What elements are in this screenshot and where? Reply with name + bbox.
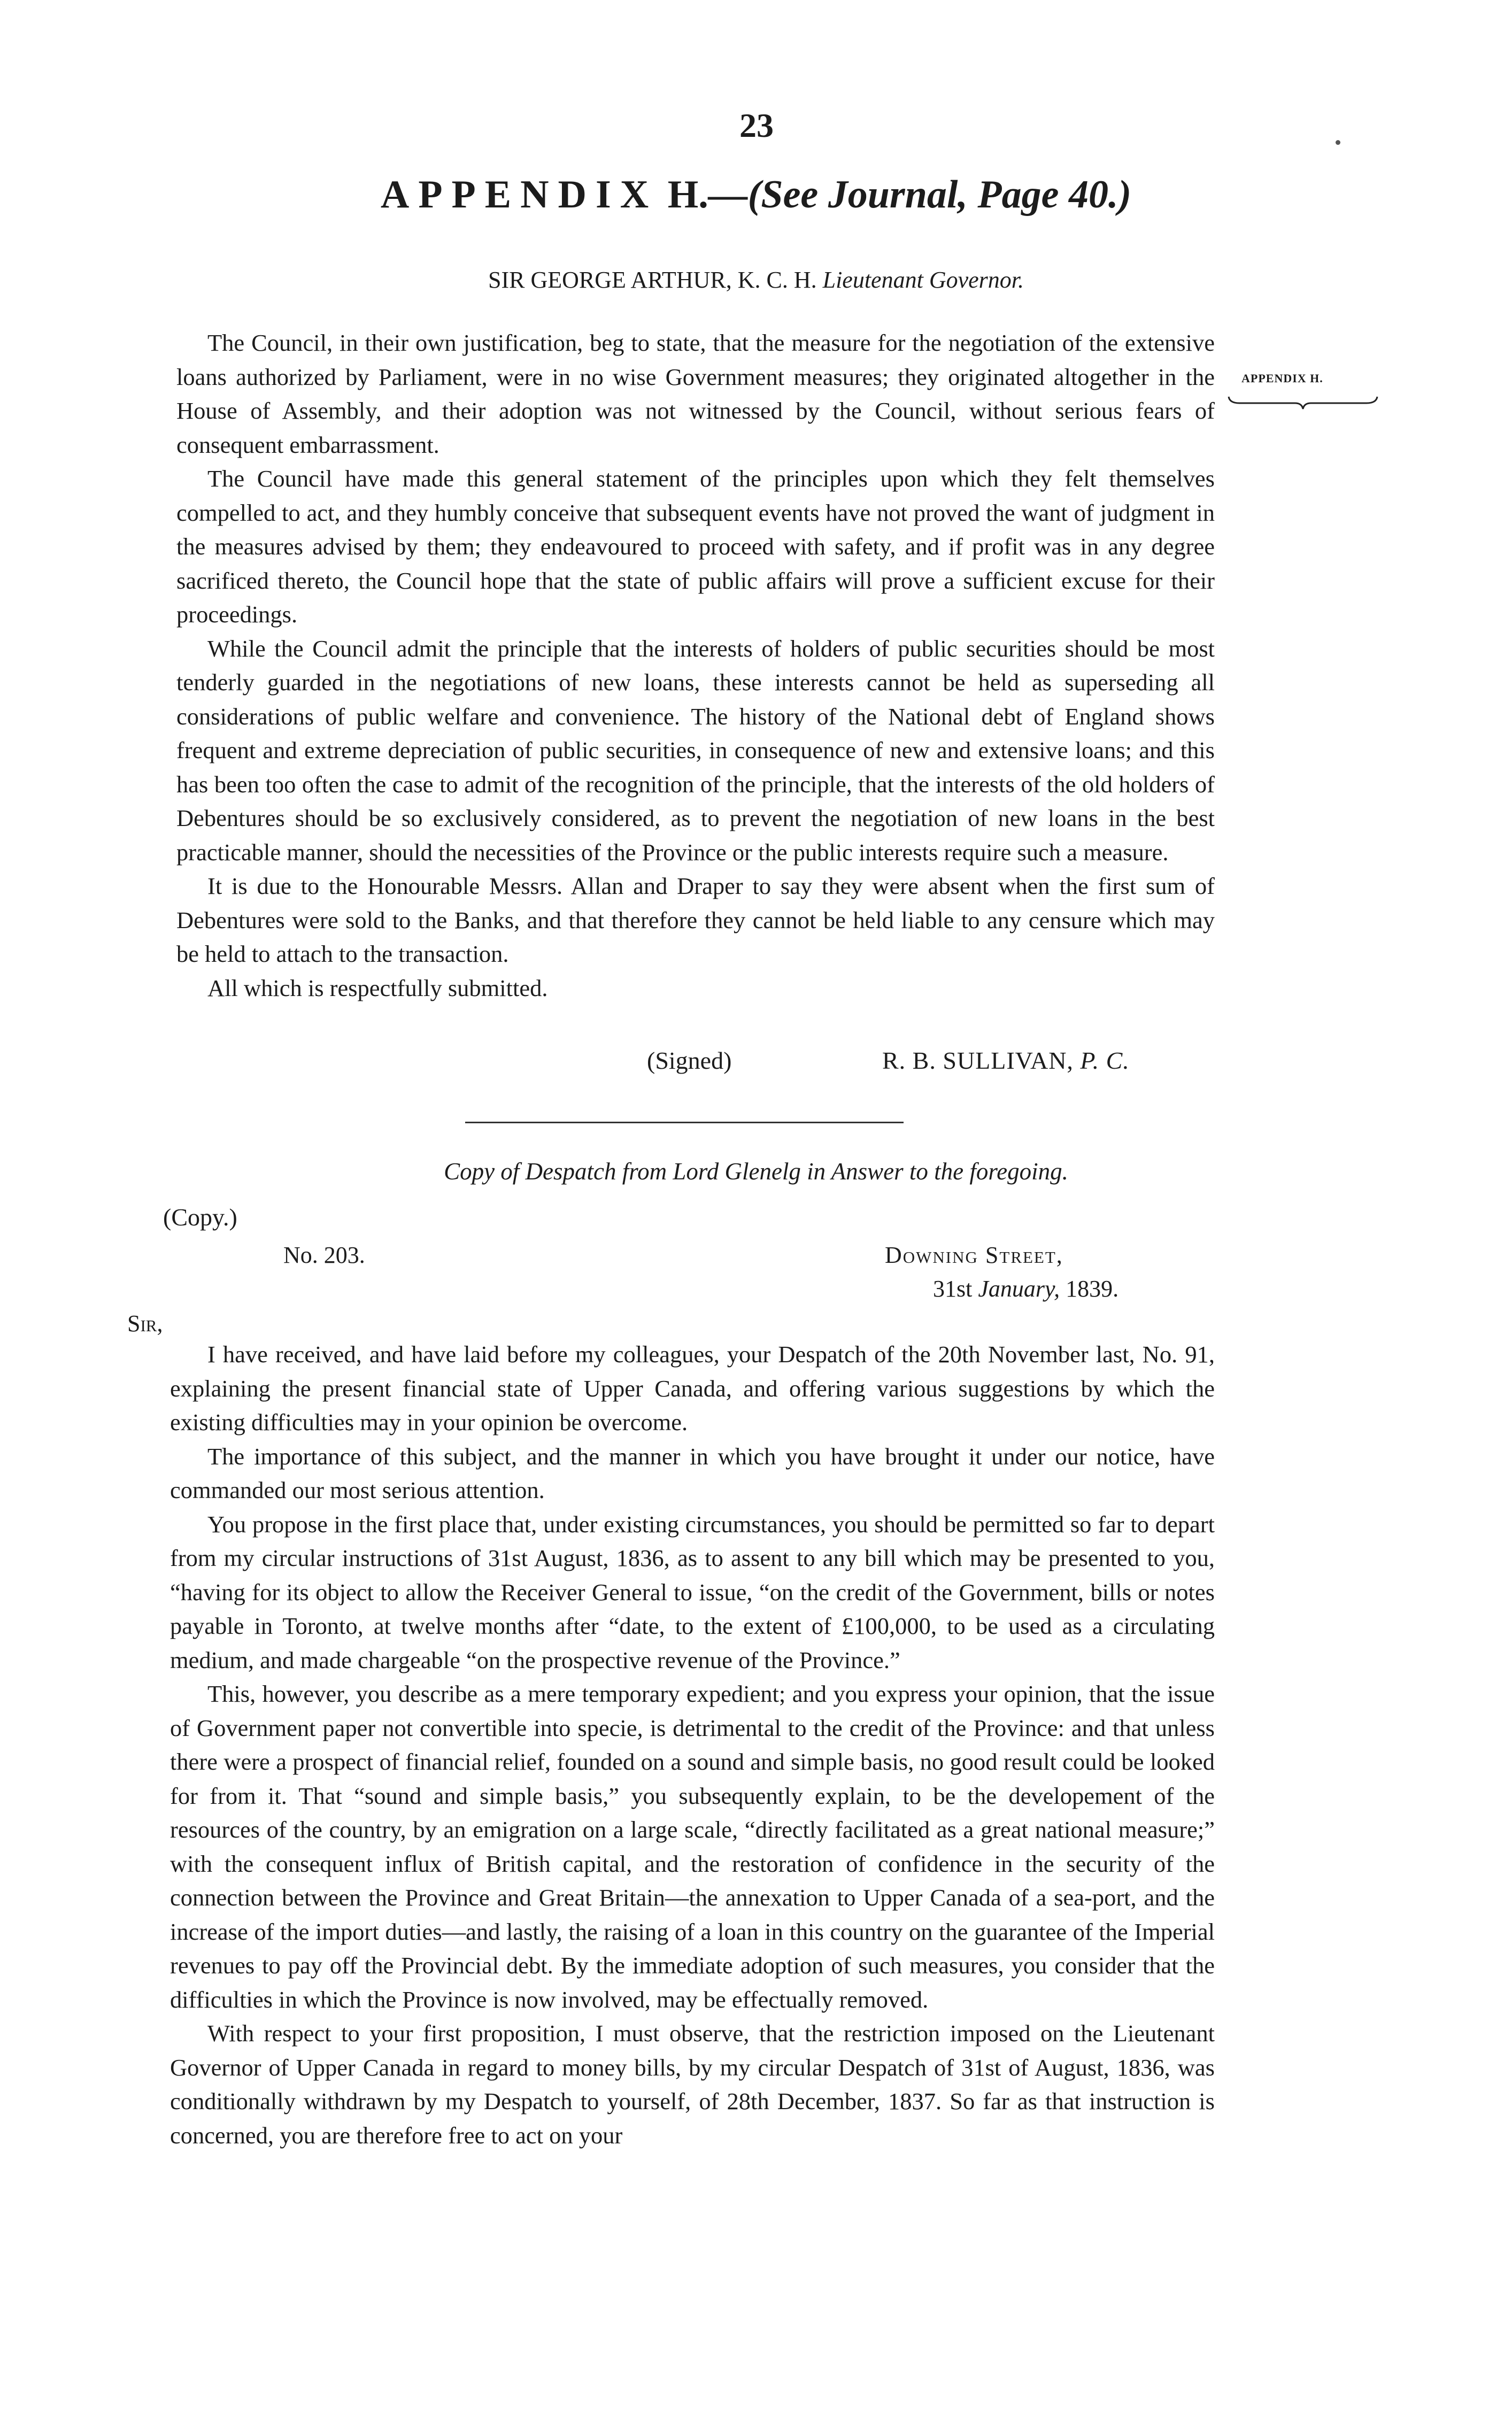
council-paragraph: All which is respectfully submitted. xyxy=(207,974,548,1001)
governor-title: Lieutenant Governor. xyxy=(822,267,1024,293)
despatch-address: Downing Street, xyxy=(885,1242,1063,1268)
council-paragraph: The Council have made this general statement of the principles upon which they felt themselves compelled to act, and they humbly conceive that subsequent events have not proved the want of judgment in the measures advised by them; they endeavoured to proceed with safety, and if profit was in any degree sacrificed thereto, the Council hope that the state of public affairs will prove a sufficient excuse for their proceedings. xyxy=(176,465,1215,628)
signatory xyxy=(882,1046,1130,1075)
margin-brace-icon xyxy=(1228,395,1378,411)
date-day: 31st xyxy=(933,1276,973,1302)
council-paragraph: The Council, in their own justification, beg to state, that the measure for the negotiation of the extensive loans authorized by Parliament, were in no wise Government measures; they originated altogether in the House of Assembly, and their adoption was not witnessed by the Council, without serious fears of consequent embarrassment. xyxy=(176,329,1215,458)
despatch-paragraph: The importance of this subject, and the manner in which you have brought it under our notice, have commanded our most serious attention. xyxy=(170,1442,1215,1503)
appendix-label: APPENDIX xyxy=(380,173,658,217)
despatch-title: Copy of Despatch from Lord Glenelg in Answer to the foregoing. xyxy=(444,1158,1068,1185)
appendix-heading xyxy=(0,172,1512,218)
despatch-paragraph: I have received, and have laid before my colleagues, your Despatch of the 20th November last, No. 91, explaining the present financial state of Upper Canada, and offering various suggestions by which the existing difficulties may in your opinion be overcome. xyxy=(170,1341,1215,1436)
journal-reference: —(See Journal, Page 40.) xyxy=(708,173,1132,217)
signed-label: (Signed) xyxy=(647,1047,732,1074)
signatory-post: P. C. xyxy=(1080,1047,1130,1074)
governor-line xyxy=(0,266,1512,294)
copy-label: (Copy.) xyxy=(163,1203,237,1231)
margin-note: APPENDIX H. xyxy=(1241,372,1323,385)
date-year: 1839. xyxy=(1066,1276,1119,1302)
signatory-name: R. B. SULLIVAN, xyxy=(882,1047,1074,1074)
council-statement xyxy=(176,326,1215,1005)
council-paragraph: While the Council admit the principle that the interests of holders of public securities should be most tenderly guarded in the negotiations of new loans, these interests cannot be held as superseding all considerations of public welfare and convenience. The history of the National debt of England shows frequent and extreme depreciation of public securities, in consequence of new and extensive loans; and this has been too often the case to admit of the recognition of the principle, that the interests of the old holders of Debentures should be so exclusively considered, as to prevent the negotiation of new loans in the best practicable manner, should the necessities of the Province or the public interests require such a measure. xyxy=(176,635,1215,866)
despatch-body xyxy=(170,1338,1215,2152)
section-divider xyxy=(465,1122,904,1123)
despatch-paragraph: This, however, you describe as a mere temporary expedient; and you express your opinion, that the issue of Government paper not convertible into specie, is detrimental to the credit of the Province: and that unless there were a prospect of financial relief, founded on a sound and simple basis, no good result could be looked for from it. That “sound and simple basis,” you subsequently explain, to be the developement of the resources of the country, by an emigration on a large scale, “directly facilitated as a great national measure;” with the consequent influx of British capital, and the restoration of confidence in the security of the connection between the Province and Great Britain—the annexation to Upper Canada of a sea-port, and the increase of the import duties—and lastly, the raising of a loan in this country on the guarantee of the Imperial revenues to pay off the Provincial debt. By the immediate adoption of such measures, you consider that the difficulties in which the Province is now involved, may be effectually removed. xyxy=(170,1680,1215,2013)
page-number: 23 xyxy=(739,106,774,144)
ink-speck xyxy=(1336,140,1340,145)
despatch-number: No. 203. xyxy=(283,1242,365,1268)
date-month: January, xyxy=(978,1276,1060,1302)
despatch-paragraph: You propose in the first place that, under existing circumstances, you should be permitted so far to depart from my circular instructions of 31st August, 1836, as to assent to any bill which may be presented to you, “having for its object to allow the Receiver General to issue, “on the credit of the Government, bills or notes payable in Toronto, at twelve months after “date, to the extent of £100,000, to be used as a circulating medium, and made chargeable “on the prospective revenue of the Province.” xyxy=(170,1510,1215,1673)
despatch-paragraph: With respect to your first proposition, I must observe, that the restriction imposed on the Lieutenant Governor of Upper Canada in regard to money bills, by my circular Despatch of 31st of August, 1836, was conditionally withdrawn by my Despatch to yourself, of 28th December, 1837. So far as that instruction is concerned, you are therefore free to act on your xyxy=(170,2020,1215,2149)
governor-name: SIR GEORGE ARTHUR, K. C. H. xyxy=(488,267,817,293)
council-paragraph: It is due to the Honourable Messrs. Allan and Draper to say they were absent when the first sum of Debentures were sold to the Banks, and that therefore they cannot be held liable to any censure which may be held to attach to the transaction. xyxy=(176,873,1215,967)
salutation: Sir, xyxy=(127,1310,163,1337)
appendix-letter: H. xyxy=(667,173,708,217)
despatch-date xyxy=(933,1275,1118,1302)
